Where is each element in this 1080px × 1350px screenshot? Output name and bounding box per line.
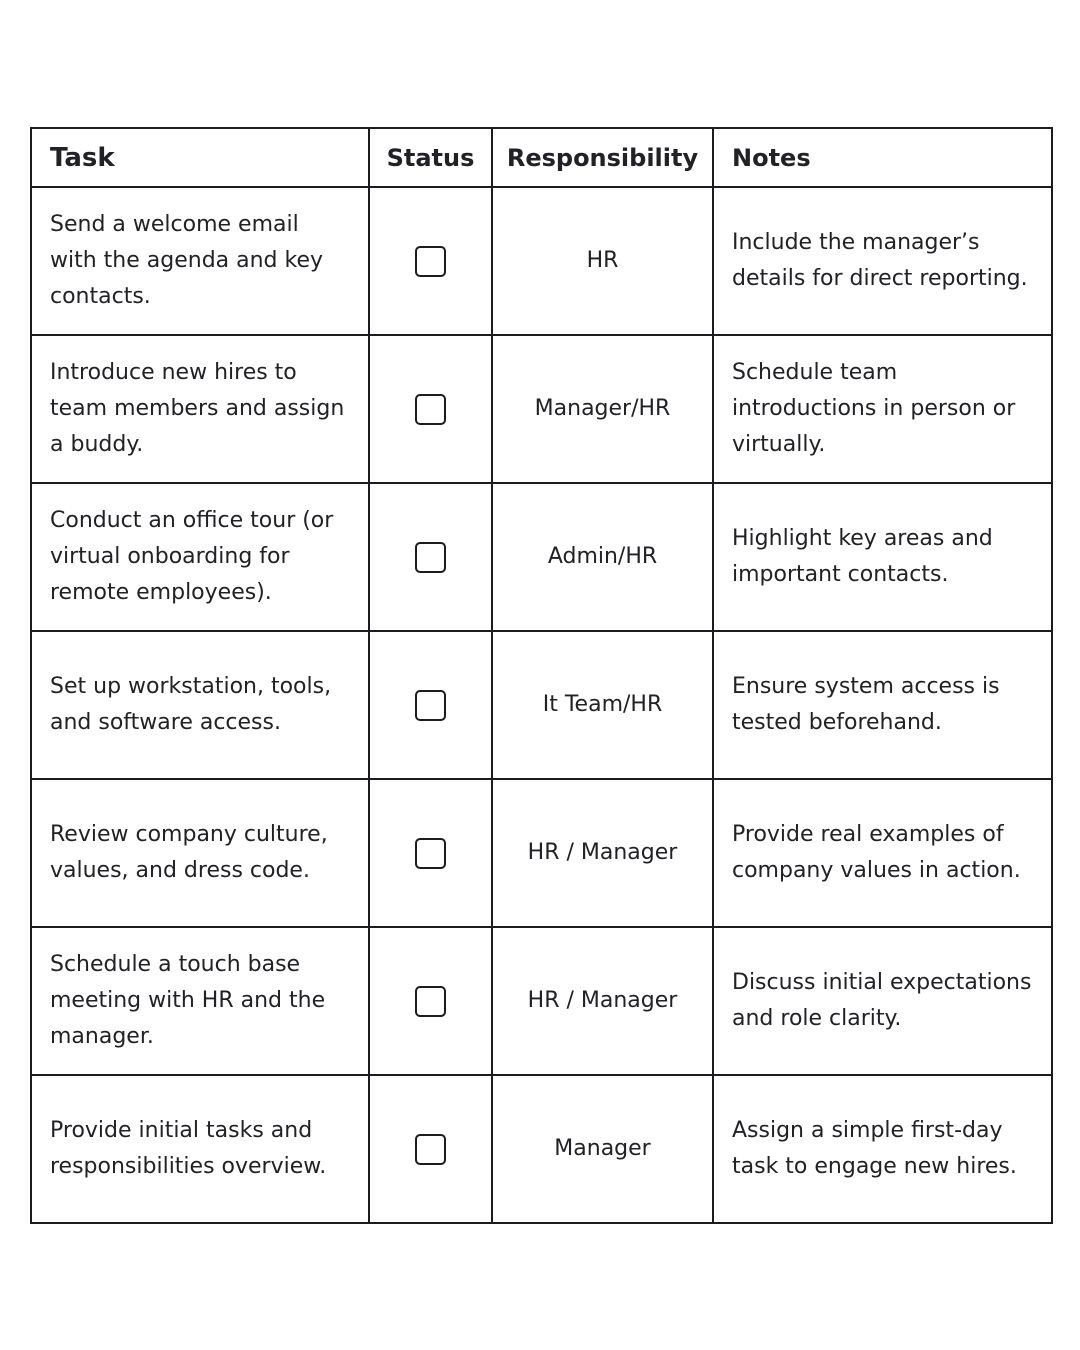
header-responsibility: Responsibility	[492, 128, 713, 187]
table-row	[31, 631, 1052, 779]
task-cell: Schedule a touch base meeting with HR and the manager.	[31, 927, 369, 1075]
responsibility-cell: Admin/HR	[492, 483, 713, 631]
table-header	[31, 128, 1052, 187]
header-task: Task	[31, 128, 369, 187]
notes-cell: Include the manager’s details for direct reporting.	[713, 187, 1052, 335]
task-cell: Set up workstation, tools, and software access.	[31, 631, 369, 779]
task-cell: Provide initial tasks and responsibilities overview.	[31, 1075, 369, 1223]
status-cell	[369, 483, 492, 631]
notes-cell: Assign a simple first-day task to engage new hires.	[713, 1075, 1052, 1223]
task-cell: Conduct an office tour (or virtual onboarding for remote employees).	[31, 483, 369, 631]
notes-cell: Ensure system access is tested beforehand.	[713, 631, 1052, 779]
task-cell: Review company culture, values, and dress code.	[31, 779, 369, 927]
status-checkbox[interactable]	[415, 542, 446, 573]
table-row	[31, 927, 1052, 1075]
notes-cell: Discuss initial expectations and role clarity.	[713, 927, 1052, 1075]
status-cell	[369, 927, 492, 1075]
status-checkbox[interactable]	[415, 246, 446, 277]
status-cell	[369, 1075, 492, 1223]
table-row	[31, 1075, 1052, 1223]
status-checkbox[interactable]	[415, 838, 446, 869]
task-cell: Send a welcome email with the agenda and key contacts.	[31, 187, 369, 335]
header-notes: Notes	[713, 128, 1052, 187]
status-cell	[369, 779, 492, 927]
table-body	[31, 187, 1052, 1223]
responsibility-cell: Manager	[492, 1075, 713, 1223]
onboarding-checklist-table	[30, 127, 1053, 1224]
status-checkbox[interactable]	[415, 986, 446, 1017]
status-checkbox[interactable]	[415, 690, 446, 721]
responsibility-cell: Manager/HR	[492, 335, 713, 483]
table-row	[31, 779, 1052, 927]
status-checkbox[interactable]	[415, 1134, 446, 1165]
table-row	[31, 335, 1052, 483]
responsibility-cell: HR / Manager	[492, 779, 713, 927]
task-cell: Introduce new hires to team members and assign a buddy.	[31, 335, 369, 483]
table-row	[31, 483, 1052, 631]
status-cell	[369, 335, 492, 483]
header-row	[31, 128, 1052, 187]
notes-cell: Schedule team introductions in person or virtually.	[713, 335, 1052, 483]
table-row	[31, 187, 1052, 335]
status-checkbox[interactable]	[415, 394, 446, 425]
header-status: Status	[369, 128, 492, 187]
notes-cell: Provide real examples of company values in action.	[713, 779, 1052, 927]
responsibility-cell: HR	[492, 187, 713, 335]
notes-cell: Highlight key areas and important contacts.	[713, 483, 1052, 631]
responsibility-cell: HR / Manager	[492, 927, 713, 1075]
status-cell	[369, 187, 492, 335]
status-cell	[369, 631, 492, 779]
responsibility-cell: It Team/HR	[492, 631, 713, 779]
